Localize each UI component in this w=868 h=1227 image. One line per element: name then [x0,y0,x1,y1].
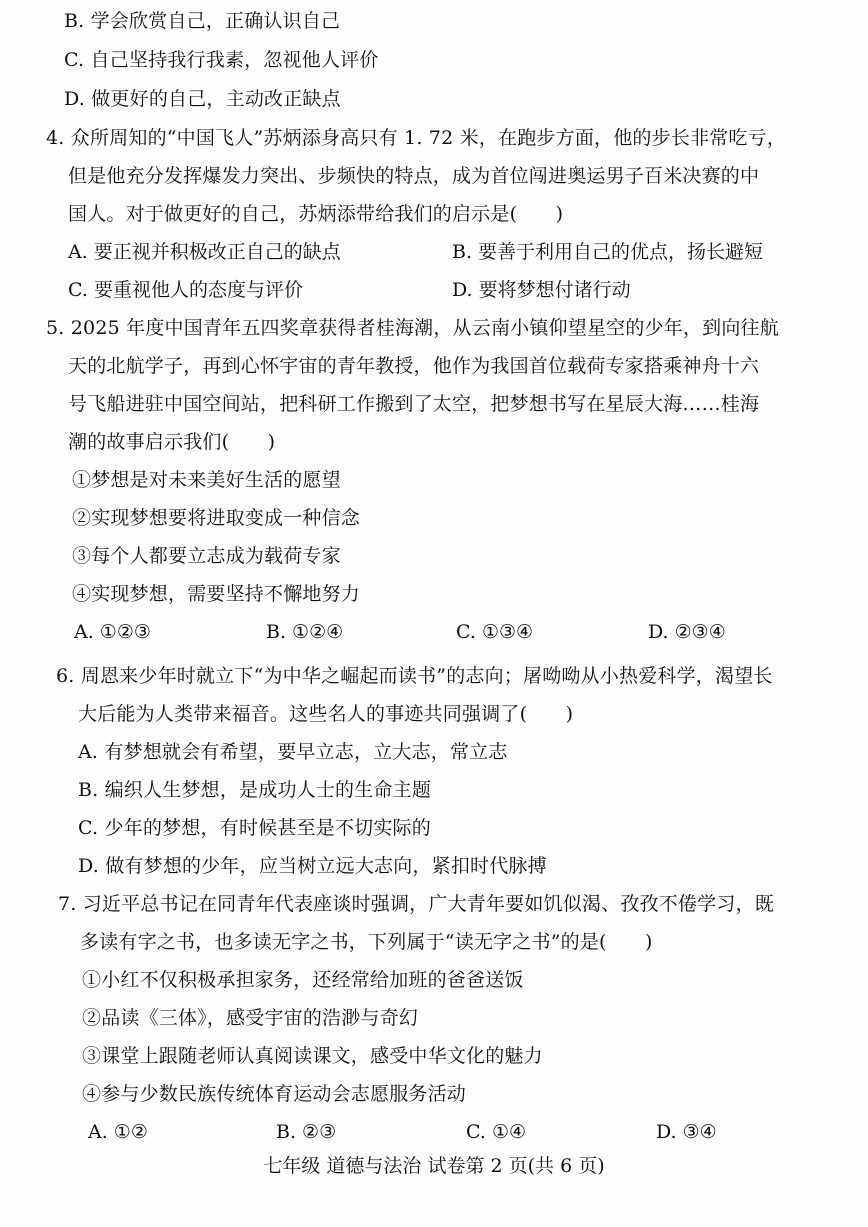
q6-option-b: B. 编织人生梦想，是成功人士的生命主题 [78,779,432,801]
page-footer: 七年级 道德与法治 试卷第 2 页(共 6 页) [263,1155,605,1177]
q5-option-a: A. ①②③ [74,621,151,643]
q6-option-c: C. 少年的梦想，有时候甚至是不切实际的 [78,817,431,839]
q3-option-d: D. 做更好的自己，主动改正缺点 [64,88,341,110]
q4-option-a: A. 要正视并积极改正自己的缺点 [68,241,341,263]
q5-stem-line-4: 潮的故事启示我们( ) [68,431,276,453]
q4-stem-line-1: 4. 众所周知的“中国飞人”苏炳添身高只有 1. 72 米，在跑步方面，他的步长非常吃亏， [46,127,787,149]
q5-option-d: D. ②③④ [648,621,726,643]
q6-stem-line-1: 6. 周恩来少年时就立下“为中华之崛起而读书”的志向；屠呦呦从小热爱科学，渴望长 [56,665,773,687]
q6-option-a: A. 有梦想就会有希望，要早立志，立大志，常立志 [78,741,508,763]
q7-option-b: B. ②③ [276,1121,337,1143]
q4-option-c: C. 要重视他人的态度与评价 [68,279,303,301]
q5-stem-line-1: 5. 2025 年度中国青年五四奖章获得者桂海潮，从云南小镇仰望星空的少年，到向往航 [46,317,779,339]
q6-option-d: D. 做有梦想的少年，应当树立远大志向，紧扣时代脉搏 [78,855,547,877]
q6-stem-line-2: 大后能为人类带来福音。这些名人的事迹共同强调了( ) [78,703,574,725]
q4-option-d: D. 要将梦想付诸行动 [452,279,631,301]
q3-option-b: B. 学会欣赏自己，正确认识自己 [64,10,341,32]
q7-option-d: D. ③④ [656,1121,717,1143]
q5-stem-line-2: 天的北航学子，再到心怀宇宙的青年教授，他作为我国首位载荷专家搭乘神舟十六 [68,355,760,377]
q7-option-c: C. ①④ [466,1121,527,1143]
q4-stem-line-2: 但是他充分发挥爆发力突出、步频快的特点，成为首位闯进奥运男子百米决赛的中 [68,165,760,187]
q7-statement-2: ②品读《三体》，感受宇宙的浩渺与奇幻 [82,1007,419,1029]
q7-option-a: A. ①② [88,1121,148,1143]
q7-stem-line-1: 7. 习近平总书记在同青年代表座谈时强调，广大青年要如饥似渴、孜孜不倦学习，既 [58,893,774,915]
q5-statement-3: ③每个人都要立志成为载荷专家 [72,545,341,567]
q5-option-c: C. ①③④ [456,621,534,643]
q4-option-b: B. 要善于利用自己的优点，扬长避短 [452,241,764,263]
q5-stem-line-3: 号飞船进驻中国空间站，把科研工作搬到了太空，把梦想书写在星辰大海……桂海 [68,393,760,415]
q3-option-c: C. 自己坚持我行我素，忽视他人评价 [64,49,379,71]
q5-statement-2: ②实现梦想要将进取变成一种信念 [72,507,361,529]
q7-statement-1: ①小红不仅积极承担家务，还经常给加班的爸爸送饭 [82,969,524,991]
q5-statement-4: ④实现梦想，需要坚持不懈地努力 [72,583,361,605]
q5-statement-1: ①梦想是对未来美好生活的愿望 [72,469,341,491]
q7-statement-3: ③课堂上跟随老师认真阅读课文，感受中华文化的魅力 [82,1045,543,1067]
q7-stem-line-2: 多读有字之书，也多读无字之书，下列属于“读无字之书”的是( ) [80,931,653,953]
q4-stem-line-3: 国人。对于做更好的自己，苏炳添带给我们的启示是( ) [68,203,564,225]
q7-statement-4: ④参与少数民族传统体育运动会志愿服务活动 [82,1083,467,1105]
q5-option-b: B. ①②④ [266,621,344,643]
